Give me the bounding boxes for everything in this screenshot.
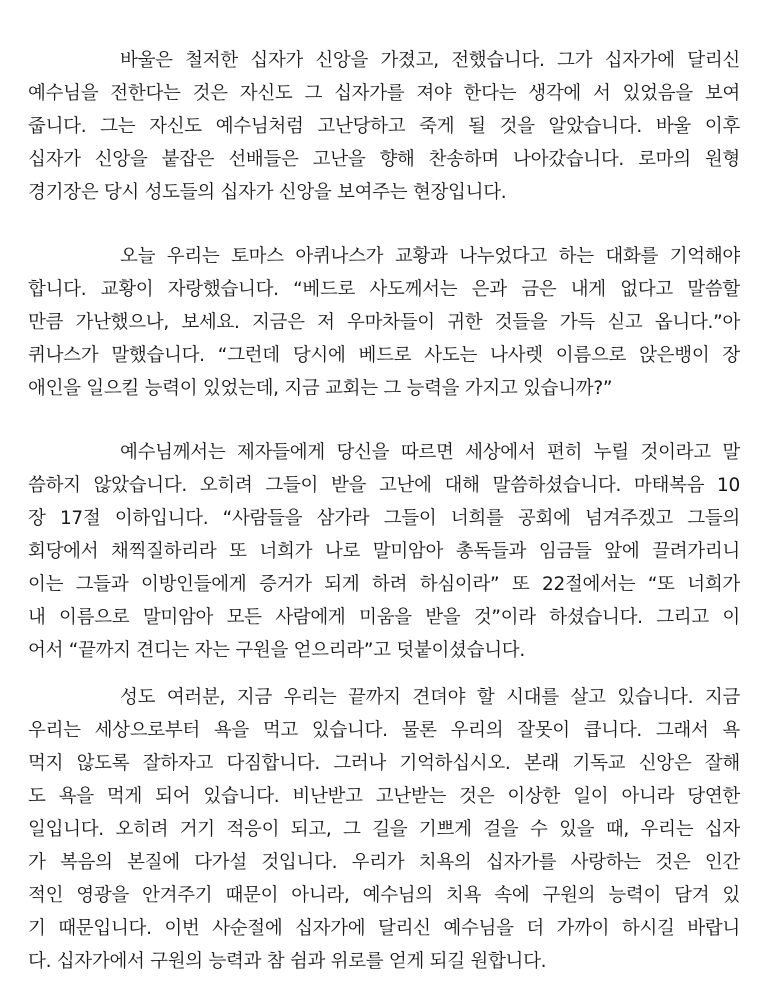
paragraph-line: 장 17절 이하입니다. “사람들을 삼가라 그들이 너희를 공회에 넘겨주겠고 그들의: [28, 508, 740, 529]
paragraph-line: 씀하지 않았습니다. 오히려 그들이 받을 고난에 대해 말씀하셨습니다. 마태복음 10: [28, 475, 740, 496]
paragraph-line: 도 욕을 먹게 되어 있습니다. 비난받고 고난받는 것은 이상한 일이 아니라 당연한: [28, 786, 740, 807]
paragraph-line: 오늘 우리는 토마스 아퀴나스가 교황과 나누었다고 하는 대화를 기억해야: [120, 246, 740, 267]
paragraph-line: 십자가 신앙을 붙잡은 선배들은 고난을 향해 찬송하며 나아갔습니다. 로마의 원형: [28, 149, 740, 170]
paragraph-3: [28, 436, 740, 667]
paragraph-4: [28, 681, 740, 978]
paragraph-1: [28, 44, 740, 209]
paragraph-line: 기 때문입니다. 이번 사순절에 십자가에 달리신 예수님을 더 가까이 하시길 바랍니: [28, 918, 740, 939]
paragraph-line: 어서 “끝까지 견디는 자는 구원을 얻으리라”고 덧붙이셨습니다.: [28, 640, 525, 661]
paragraph-line: 우리는 세상으로부터 욕을 먹고 있습니다. 물론 우리의 잘못이 큽니다. 그래서 욕: [28, 720, 740, 741]
paragraph-line: 합니다. 교황이 자랑했습니다. “베드로 사도께서는 은과 금은 내게 없다고 말씀할: [28, 279, 740, 300]
paragraph-line: 회당에서 채찍질하리라 또 너희가 나로 말미암아 총독들과 임금들 앞에 끌려가리니: [28, 541, 740, 562]
paragraph-line: 다. 십자가에서 구원의 능력과 참 쉼과 위로를 얻게 되길 원합니다.: [28, 951, 547, 972]
paragraph-line: 이는 그들과 이방인들에게 증거가 되게 하려 하심이라” 또 22절에서는 “또 너희가: [28, 574, 740, 595]
paragraph-line: 가 복음의 본질에 다가설 것입니다. 우리가 치욕의 십자가를 사랑하는 것은 인간: [28, 852, 740, 873]
paragraph-line: 경기장은 당시 성도들의 십자가 신앙을 보여주는 현장입니다.: [28, 182, 507, 203]
paragraph-line: 예수님께서는 제자들에게 당신을 따르면 세상에서 편히 누릴 것이라고 말: [120, 442, 740, 463]
paragraph-line: 예수님을 전한다는 것은 자신도 그 십자가를 져야 한다는 생각에 서 있었음을 보여: [28, 83, 740, 104]
paragraph-line: 내 이름으로 말미암아 모든 사람에게 미움을 받을 것”이라 하셨습니다. 그리고 이: [28, 607, 740, 628]
paragraph-line: 퀴나스가 말했습니다. “그런데 당시에 베드로 사도는 나사렛 이름으로 앉은뱅이 장: [28, 345, 740, 366]
paragraph-line: 애인을 일으킬 능력이 있었는데, 지금 교회는 그 능력을 가지고 있습니까?”: [28, 378, 613, 399]
paragraph-line: 바울은 철저한 십자가 신앙을 가졌고, 전했습니다. 그가 십자가에 달리신: [120, 50, 740, 71]
paragraph-line: 성도 여러분, 지금 우리는 끝까지 견뎌야 할 시대를 살고 있습니다. 지금: [120, 687, 740, 708]
paragraph-2: [28, 240, 740, 405]
paragraph-line: 만큼 가난했으나, 보세요. 지금은 저 우마차들이 귀한 것들을 가득 싣고 옵니다.”아: [28, 312, 740, 333]
paragraph-line: 줍니다. 그는 자신도 예수님처럼 고난당하고 죽게 될 것을 알았습니다. 바울 이후: [28, 116, 740, 137]
paragraph-line: 일입니다. 오히려 거기 적응이 되고, 그 길을 기쁘게 걸을 수 있을 때, 우리는 십자: [28, 819, 740, 840]
paragraph-line: 먹지 않도록 잘하자고 다짐합니다. 그러나 기억하십시오. 본래 기독교 신앙은 잘해: [28, 753, 740, 774]
paragraph-line: 적인 영광을 안겨주기 때문이 아니라, 예수님의 치욕 속에 구원의 능력이 담겨 있: [28, 885, 740, 906]
